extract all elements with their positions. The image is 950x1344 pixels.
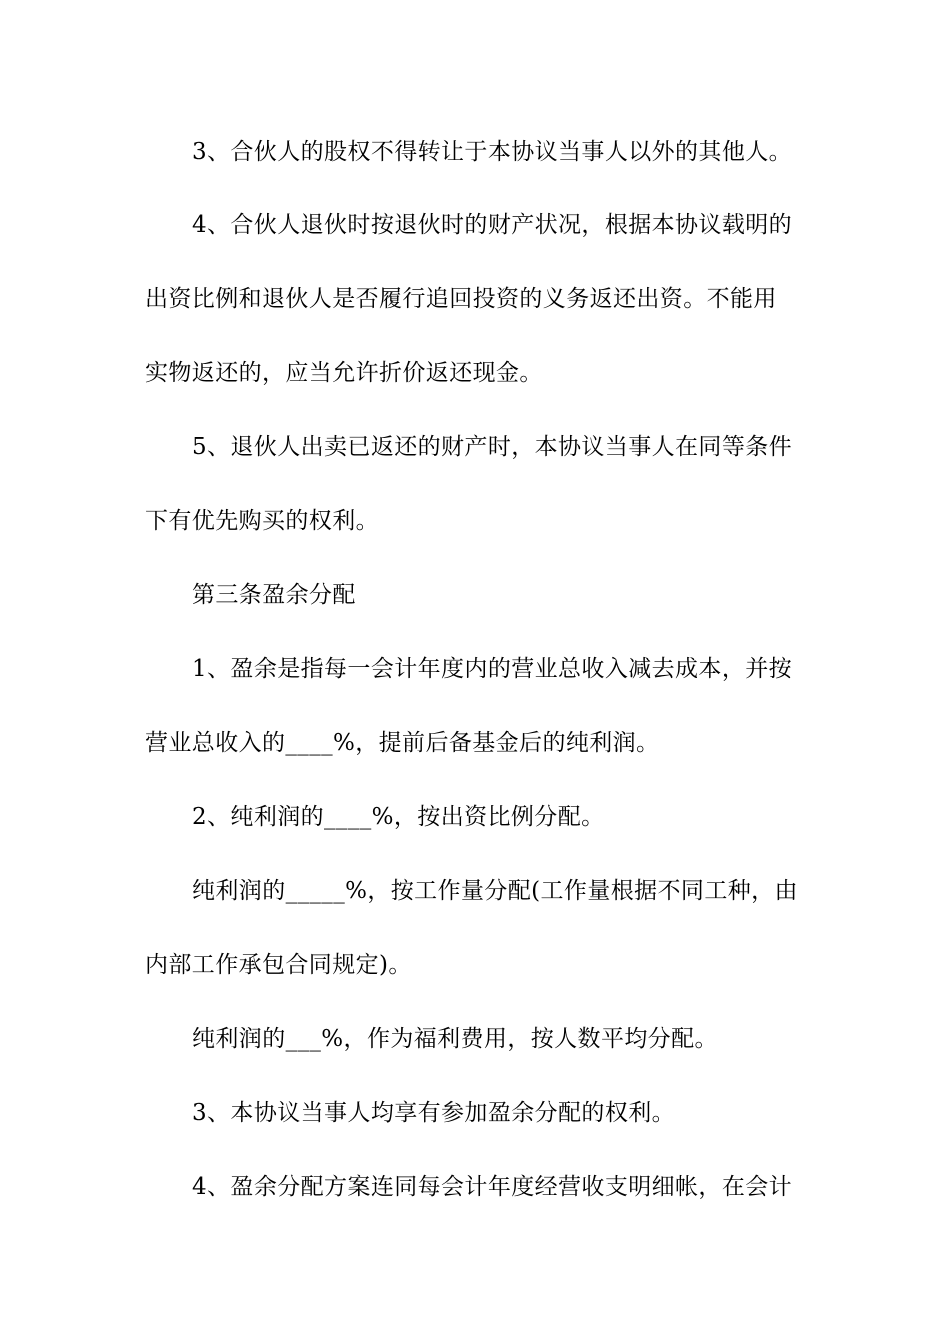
paragraph-surplus-1: 1、盈余是指每一会计年度内的营业总收入减去成本，并按 <box>192 656 793 682</box>
paragraph-surplus-2: 2、纯利润的____%，按出资比例分配。 <box>192 804 605 830</box>
paragraph-surplus-1-cont: 营业总收入的____%，提前后备基金后的纯利润。 <box>145 730 660 756</box>
paragraph-surplus-4: 4、盈余分配方案连同每会计年度经营收支明细帐，在会计 <box>192 1174 793 1200</box>
paragraph-workload-share-cont: 内部工作承包合同规定)。 <box>145 952 412 978</box>
paragraph-surplus-3: 3、本协议当事人均享有参加盈余分配的权利。 <box>192 1100 676 1126</box>
paragraph-welfare-share: 纯利润的___%，作为福利费用，按人数平均分配。 <box>192 1026 718 1052</box>
paragraph-workload-share: 纯利润的_____%，按工作量分配(工作量根据不同工种，由 <box>192 878 798 904</box>
paragraph-clause-4-withdrawal-cont-1: 出资比例和退伙人是否履行追回投资的义务返还出资。不能用 <box>145 286 777 312</box>
paragraph-clause-4-withdrawal: 4、合伙人退伙时按退伙时的财产状况，根据本协议载明的 <box>192 212 793 238</box>
paragraph-clause-5-preemption-cont: 下有优先购买的权利。 <box>145 508 379 534</box>
paragraph-clause-4-withdrawal-cont-2: 实物返还的，应当允许折价返还现金。 <box>145 360 543 386</box>
paragraph-clause-3-share-transfer: 3、合伙人的股权不得转让于本协议当事人以外的其他人。 <box>192 139 793 165</box>
paragraph-clause-5-preemption: 5、退伙人出卖已返还的财产时，本协议当事人在同等条件 <box>192 434 793 460</box>
section-heading-article-3: 第三条盈余分配 <box>192 582 356 608</box>
